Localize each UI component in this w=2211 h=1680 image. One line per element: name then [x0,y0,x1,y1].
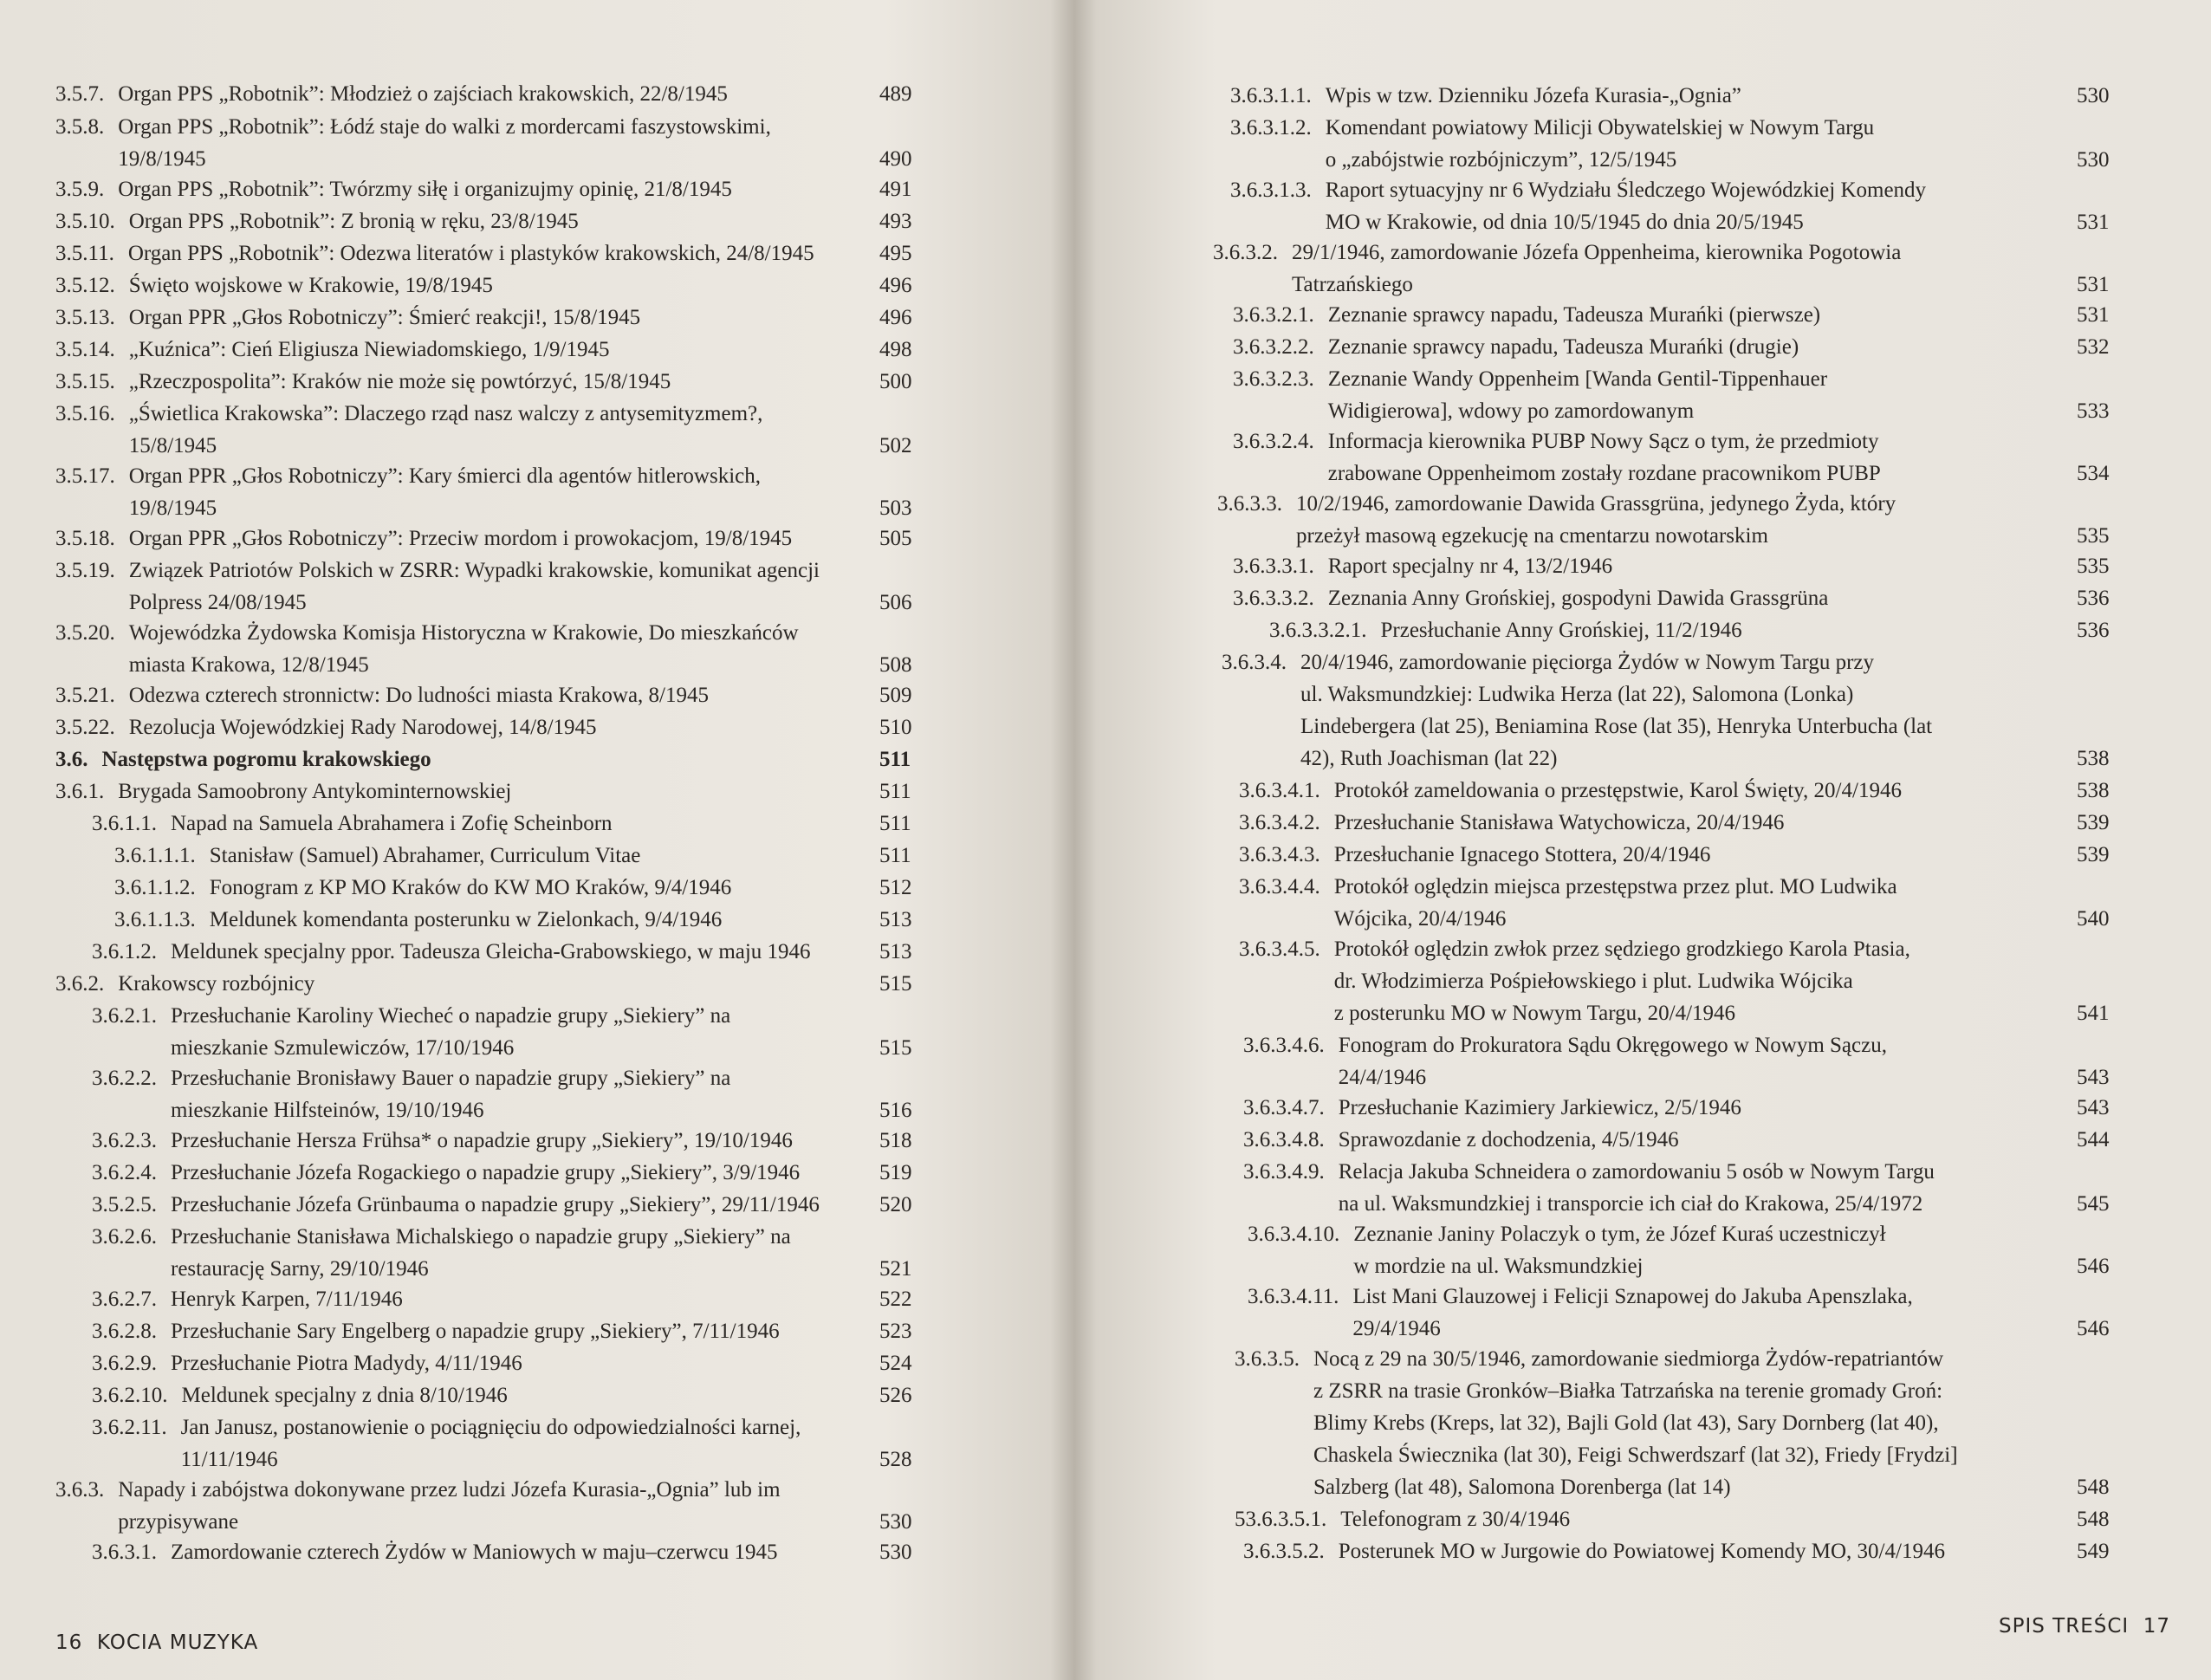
toc-entry-page: 535 [2077,555,2110,578]
toc-entry-page: 524 [879,1352,912,1375]
toc-entry-title: Napad na Samuela Abrahamera i Zofię Scheinborn [171,812,613,835]
toc-entry-number: 3.5.14. [55,338,115,361]
toc-entry-title: Sprawozdanie z dochodzenia, 4/5/1946 [1338,1128,1679,1151]
toc-entry [1239,839,2146,871]
toc-entry [92,1411,949,1476]
toc-entry-number: 3.5.22. [55,716,115,739]
toc-entry-title: Przesłuchanie Kazimiery Jarkiewicz, 2/5/1946 [1338,1096,1741,1119]
toc-entry-title: Jan Janusz, postanowienie o pociągnięciu do odpowiedzialności karnej, 11/11/1946 [180,1416,801,1471]
toc-entry [92,1125,949,1157]
toc-entry-page: 521 [879,1257,912,1281]
toc-entry-title: 20/4/1946, zamordowanie pięciorga Żydów w Nowym Targu przy ul. Waksmundzkiej: Ludwika Herza (lat 22), Salomona (Lonka) Lindebergera (lat 25), Beniamina Rose (lat 35), Henryka Unterbucha (lat 42), Ruth Joachisman (lat 22) [1300,651,1933,770]
toc-entry-page: 498 [879,338,912,361]
toc-entry-number: 3.6.2.1. [92,1004,157,1028]
toc-entry-page: 502 [879,434,912,457]
toc-entry-page: 548 [2077,1476,2110,1499]
toc-entry [55,78,949,110]
toc-entry-number: 53.6.3.5.1. [1235,1508,1327,1531]
toc-entry-number: 3.6.1.1.3. [114,908,196,931]
toc-entry-title: Organ PPR „Głos Robotniczy”: Kary śmierci dla agentów hitlerowskich, 19/8/1945 [128,464,762,520]
toc-entry-number: 3.5.16. [55,402,115,425]
toc-entry-page: 536 [2077,619,2110,642]
toc-entry-title: Meldunek komendanta posterunku w Zielonkach, 9/4/1946 [209,908,723,931]
toc-entry-title: Odezwa czterech stronnictw: Do ludności miasta Krakowa, 8/1945 [128,684,709,707]
toc-entry-page: 544 [2077,1128,2110,1151]
toc-entry-page: 545 [2077,1192,2110,1216]
toc-entry-page: 500 [879,370,912,393]
toc-entry-page: 530 [879,1510,912,1534]
toc-entry-page: 539 [2077,843,2110,866]
toc-entry-page: 506 [879,591,912,614]
toc-entry [55,111,949,175]
toc-entry-title: Przesłuchanie Hersza Frühsa* o napadzie grupy „Siekiery”, 19/10/1946 [171,1129,793,1152]
toc-entry-number: 3.6.1.1.1. [114,844,196,867]
toc-entry-title: Przesłuchanie Stanisława Michalskiego o napadzie grupy „Siekiery” na restaurację Sarny, 29/10/1946 [171,1225,791,1281]
toc-entry [92,1536,949,1568]
toc-entry-page: 520 [879,1193,912,1216]
toc-entry-title: Fonogram z KP MO Kraków do KW MO Kraków, 9/4/1946 [209,876,732,899]
left-page [0,0,1009,1680]
toc-entry-number: 3.6.3.3.2. [1233,587,1314,610]
toc-entry [114,840,949,872]
toc-entry-title: Protokół oględzin miejsca przestępstwa przez plut. MO Ludwika Wójcika, 20/4/1946 [1333,875,1897,931]
toc-entry-page: 505 [879,527,912,550]
toc-entry-number: 3.6.2.7. [92,1288,157,1311]
toc-entry [1230,174,2146,238]
toc-entry-number: 3.6.2.8. [92,1320,157,1343]
toc-entry-page: 513 [879,940,912,963]
toc-entry-title: Zeznania Anny Grońskiej, gospodyni Dawida Grassgrüna [1327,587,1829,610]
toc-entry-number: 3.6.3. [55,1478,105,1502]
toc-entry-title: Rezolucja Wojewódzkiej Rady Narodowej, 14/8/1945 [128,716,597,739]
toc-entry-title: Relacja Jakuba Schneidera o zamordowaniu 5 osób w Nowym Targu na ul. Waksmundzkiej i transporcie ich ciał do Krakowa, 25/4/1972 [1338,1160,1935,1216]
toc-entry-title: Przesłuchanie Stanisława Watychowicza, 20/4/1946 [1333,811,1785,834]
toc-entry-page: 508 [879,653,912,677]
toc-entry-title: Wojewódzka Żydowska Komisja Historyczna w Krakowie, Do mieszkańców miasta Krakowa, 12/8/1945 [128,621,799,677]
toc-entry-page: 496 [879,274,912,297]
toc-entry-page: 518 [879,1129,912,1152]
toc-entry-title: Fonogram do Prokuratora Sądu Okręgowego w Nowym Sączu, 24/4/1946 [1338,1034,1887,1089]
toc-entry-number: 3.6.3.4.8. [1243,1128,1325,1151]
toc-entry-title: Informacja kierownika PUBP Nowy Sącz o tym, że przedmioty zrabowane Oppenheimom zostały rozdane pracownikom PUBP [1327,430,1881,485]
toc-entry-title: „Kuźnica”: Cień Eligiusza Niewiadomskiego, 1/9/1945 [128,338,610,361]
toc-entry [55,366,949,398]
toc-entry [1239,807,2146,839]
toc-entry-title: 29/1/1946, zamordowanie Józefa Oppenheima, kierownika Pogotowia Tatrzańskiego [1292,241,1902,296]
toc-entry-page: 535 [2077,524,2110,548]
toc-entry [55,1474,949,1538]
toc-entry-title: Przesłuchanie Anny Grońskiej, 11/2/1946 [1380,619,1742,642]
toc-entry-title: Przesłuchanie Ignacego Stottera, 20/4/1946 [1333,843,1711,866]
toc-entry-number: 3.6.2. [55,972,105,996]
toc-entry-title: Zamordowanie czterech Żydów w Maniowych w maju–czerwcu 1945 [171,1541,778,1564]
toc-entry-title: Organ PPS „Robotnik”: Młodzież o zajściach krakowskich, 22/8/1945 [118,82,728,106]
toc-entry [1233,363,2146,427]
toc-entry-page: 495 [879,242,912,265]
toc-entry [92,1062,949,1126]
toc-entry-number: 3.6.3.2.1. [1233,303,1314,327]
toc-entry-title: Krakowscy rozbójnicy [118,972,315,996]
toc-entry-title: Organ PPS „Robotnik”: Łódź staje do walki z mordercami faszystowskimi, 19/8/1945 [118,115,771,171]
toc-entry-number: 3.5.18. [55,527,115,550]
toc-entry [1222,646,2146,775]
toc-entry-page: 509 [879,684,912,707]
toc-entry [55,617,949,681]
toc-entry-number: 3.6.3.3. [1217,492,1282,516]
toc-entry-number: 3.6.3.4.6. [1243,1034,1325,1057]
toc-entry-page: 531 [2077,273,2110,296]
toc-entry-page: 511 [879,748,911,771]
toc-entry-page: 530 [2077,148,2110,172]
toc-entry-page: 530 [2077,84,2110,107]
toc-entry-page: 491 [879,178,912,201]
toc-entry-title: Organ PPR „Głos Robotniczy”: Przeciw mordom i prowokacjom, 19/8/1945 [128,527,793,550]
toc-entry-title: Następstwa pogromu krakowskiego [101,748,431,771]
toc-entry-page: 531 [2077,303,2110,327]
toc-entry-number: 3.6.3.4.5. [1239,937,1320,961]
toc-entry-title: Stanisław (Samuel) Abrahamer, Curriculum Vitae [209,844,641,867]
toc-entry-number: 3.5.15. [55,370,115,393]
toc-entry-page: 511 [879,844,911,867]
toc-entry [1230,80,2146,112]
toc-entry [1243,1156,2146,1220]
toc-entry-page: 540 [2077,907,2110,931]
footer-page-number: 16 [55,1631,83,1654]
toc-entry [55,205,949,237]
toc-entry-title: Protokół zameldowania o przestępstwie, Karol Święty, 20/4/1946 [1333,779,1902,802]
toc-entry-number: 3.5.19. [55,559,115,582]
toc-entry-number: 3.6.3.4.7. [1243,1096,1325,1119]
toc-entry-number: 3.5.2.5. [92,1193,157,1216]
toc-entry-number: 3.6.3.1. [92,1541,157,1564]
toc-entry [1269,614,2146,646]
toc-entry-page: 515 [879,972,912,996]
toc-entry [92,1315,949,1347]
toc-entry [1243,1535,2146,1567]
toc-entry-page: 533 [2077,399,2110,423]
toc-entry-title: Brygada Samoobrony Antykominternowskiej [118,780,512,803]
toc-entry-title: „Rzeczpospolita”: Kraków nie może się powtórzyć, 15/8/1945 [128,370,671,393]
footer-page-number: 17 [2143,1615,2171,1638]
toc-entry [92,1283,949,1315]
toc-entry [1248,1281,2146,1345]
toc-entry-number: 3.6.2.4. [92,1161,157,1184]
toc-entry-page: 548 [2077,1508,2110,1531]
toc-entry-page: 539 [2077,811,2110,834]
toc-entry-number: 3.5.11. [55,242,114,265]
toc-entry-number: 3.6.3.4.3. [1239,843,1320,866]
toc-entry-number: 3.6.3.4.11. [1248,1285,1339,1308]
toc-entry-number: 3.5.10. [55,210,115,233]
toc-entry-page: 538 [2077,779,2110,802]
toc-entry-page: 522 [879,1288,912,1311]
toc-entry-number: 3.6.1.2. [92,940,157,963]
toc-entry-page: 519 [879,1161,912,1184]
toc-entry-title: Święto wojskowe w Krakowie, 19/8/1945 [128,274,493,297]
toc-entry-number: 3.6.3.4.1. [1239,779,1320,802]
toc-entry-title: Przesłuchanie Sary Engelberg o napadzie grupy „Siekiery”, 7/11/1946 [171,1320,780,1343]
toc-entry-page: 511 [879,780,911,803]
toc-entry-page: 510 [879,716,912,739]
toc-entry-number: 3.6.1.1. [92,812,157,835]
toc-entry [1239,871,2146,935]
toc-entry-title: Związek Patriotów Polskich w ZSRR: Wypadki krakowskie, komunikat agencji Polpress 24/08/1945 [128,559,820,614]
toc-entry-number: 3.6.2.10. [92,1384,168,1407]
toc-entry [92,936,949,968]
toc-entry-title: Organ PPS „Robotnik”: Z bronią w ręku, 23/8/1945 [128,210,579,233]
toc-entry [1243,1124,2146,1156]
toc-entry-page: 515 [879,1036,912,1060]
toc-entry-page: 536 [2077,587,2110,610]
toc-entry [1233,582,2146,614]
toc-entry-number: 3.6.3.5.2. [1243,1540,1325,1563]
toc-entry-page: 489 [879,82,912,106]
toc-entry-number: 3.6.3.2. [1213,241,1278,264]
toc-entry-number: 3.6.3.4. [1222,651,1287,674]
toc-entry-number: 3.6.2.9. [92,1352,157,1375]
toc-entry-title: Zeznanie Wandy Oppenheim [Wanda Gentil-Tippenhauer Widigierowa], wdowy po zamordowanym [1327,367,1828,423]
toc-entry-number: 3.6. [55,748,88,771]
toc-entry [1248,1218,2146,1282]
toc-entry-number: 3.5.20. [55,621,115,645]
toc-entry [55,968,949,1000]
toc-entry-number: 3.6.3.4.4. [1239,875,1320,898]
toc-entry [114,872,949,904]
toc-entry-page: 530 [879,1541,912,1564]
toc-entry [92,1000,949,1064]
toc-entry [1233,299,2146,331]
toc-entry-title: Henryk Karpen, 7/11/1946 [171,1288,403,1311]
toc-entry-number: 3.5.12. [55,274,115,297]
toc-entry-number: 3.5.13. [55,306,115,329]
toc-entry-page: 538 [2077,747,2110,770]
toc-entry-title: 10/2/1946, zamordowanie Dawida Grassgrüna, jedynego Żyda, który przeżył masową egzekucję na cmentarzu nowotarskim [1296,492,1897,548]
toc-entry-number: 3.5.21. [55,684,115,707]
footer-left [55,1631,258,1654]
toc-entry [55,522,949,555]
toc-entry-page: 496 [879,306,912,329]
toc-entry [92,1157,949,1189]
footer-running-title: KOCIA MUZYKA [96,1631,259,1654]
toc-entry-title: Nocą z 29 na 30/5/1946, zamordowanie siedmiorga Żydów-repatriantów z ZSRR na trasie Gronków–Białka Tatrzańska na terenie gromady Groń: Blimy Krebs (Kreps, lat 32), Bajli Gold (lat 43), Sary Dornberg (lat 40), Chaskela Świecznika (lat 30), Feigi Schwerdszarf (lat 32), Friedy [Frydzi] Salzberg (lat 48), Salomona Dorenberga (lat 14) [1313,1347,1958,1499]
toc-entry-page: 532 [2077,335,2110,359]
toc-entry-title: List Mani Glauzowej i Felicji Sznapowej do Jakuba Apenszlaka, 29/4/1946 [1352,1285,1913,1340]
toc-entry-title: Przesłuchanie Piotra Madydy, 4/11/1946 [171,1352,522,1375]
toc-entry-number: 3.6.3.2.4. [1233,430,1314,453]
toc-entry-number: 3.5.17. [55,464,115,488]
toc-entry-title: Napady i zabójstwa dokonywane przez ludzi Józefa Kurasia-„Ognia” lub im przypisywane [118,1478,781,1534]
toc-entry-number: 3.6.3.4.10. [1248,1223,1340,1246]
toc-entry [55,460,949,524]
toc-entry [92,1221,949,1285]
toc-entry-page: 549 [2077,1540,2110,1563]
toc-entry [55,237,949,269]
toc-entry-page: 513 [879,908,912,931]
toc-entry [114,904,949,936]
toc-entry-number: 3.6.3.1.2. [1230,116,1312,139]
toc-entry-title: Zeznanie sprawcy napadu, Tadeusza Murańki (drugie) [1327,335,1799,359]
toc-entry-title: Meldunek specjalny z dnia 8/10/1946 [181,1384,508,1407]
toc-entry [1243,1092,2146,1124]
toc-entry-title: Telefonogram z 30/4/1946 [1340,1508,1571,1531]
toc-entry-number: 3.6.3.3.1. [1233,555,1314,578]
toc-entry-page: 528 [879,1448,912,1471]
toc-entry-page: 516 [879,1099,912,1122]
toc-entry-page: 526 [879,1384,912,1407]
toc-entry-page: 493 [879,210,912,233]
toc-entry [55,743,949,775]
toc-entry-title: Organ PPS „Robotnik”: Twórzmy siłę i organizujmy opinię, 21/8/1945 [118,178,732,201]
toc-entry [55,302,949,334]
toc-entry-number: 3.6.1. [55,780,105,803]
toc-entry-page: 523 [879,1320,912,1343]
toc-entry-title: Protokół oględzin zwłok przez sędziego grodzkiego Karola Ptasia, dr. Włodzimierza Pośpiełowskiego i plut. Ludwika Wójcika z posterunku MO w Nowym Targu, 20/4/1946 [1333,937,1910,1025]
toc-entry-number: 3.6.2.11. [92,1416,167,1439]
toc-entry [55,334,949,366]
toc-entry [55,775,949,808]
toc-entry [1217,488,2146,552]
toc-entry-page: 531 [2077,211,2110,234]
toc-entry-number: 3.6.3.4.2. [1239,811,1320,834]
toc-entry-title: Przesłuchanie Bronisławy Bauer o napadzie grupy „Siekiery” na mieszkanie Hilfsteinów, 19/10/1946 [171,1067,731,1122]
toc-entry-title: Wpis w tzw. Dzienniku Józefa Kurasia-„Ognia” [1325,84,1741,107]
footer-running-title: SPIS TREŚCI [1999,1615,2130,1638]
toc-entry [1239,933,2146,1029]
toc-entry [1230,112,2146,176]
toc-entry-page: 546 [2077,1317,2110,1340]
toc-entry [1233,331,2146,363]
toc-entry [1233,425,2146,490]
toc-entry [55,398,949,462]
toc-entry-page: 534 [2077,462,2110,485]
toc-entry [55,555,949,619]
toc-entry-number: 3.5.7. [55,82,105,106]
toc-entry [1213,237,2146,301]
toc-entry-title: Przesłuchanie Józefa Grünbauma o napadzie grupy „Siekiery”, 29/11/1946 [171,1193,820,1216]
toc-entry-number: 3.6.2.3. [92,1129,157,1152]
toc-entry-title: „Świetlica Krakowska”: Dlaczego rząd nasz walczy z antysemityzmem?, 15/8/1945 [128,402,763,457]
toc-entry-number: 3.6.2.6. [92,1225,157,1249]
toc-entry-number: 3.6.3.5. [1235,1347,1300,1371]
toc-entry-title: Zeznanie sprawcy napadu, Tadeusza Murańki (pierwsze) [1327,303,1821,327]
toc-entry-number: 3.6.2.2. [92,1067,157,1090]
toc-entry-title: Meldunek specjalny ppor. Tadeusza Gleicha-Grabowskiego, w maju 1946 [171,940,811,963]
toc-entry-page: 543 [2077,1066,2110,1089]
toc-entry [92,1379,949,1411]
toc-entry [55,711,949,743]
toc-entry-number: 3.5.8. [55,115,105,139]
right-page [1053,0,2211,1680]
toc-entry-number: 3.6.3.1.3. [1230,178,1312,202]
toc-entry-page: 490 [879,147,912,171]
footer-right [1999,1615,2170,1638]
toc-entry [55,679,949,711]
toc-entry-number: 3.6.3.3.2.1. [1269,619,1367,642]
toc-entry-title: Komendant powiatowy Milicji Obywatelskiej w Nowym Targu o „zabójstwie rozbójniczym”, 12/5/1945 [1325,116,1875,172]
toc-entry-number: 3.6.3.4.9. [1243,1160,1325,1184]
toc-entry [55,269,949,302]
toc-entry-number: 3.6.3.2.2. [1233,335,1314,359]
toc-entry [55,173,949,205]
toc-entry-number: 3.6.3.2.3. [1233,367,1314,391]
toc-entry [1235,1343,2146,1503]
toc-entry [92,808,949,840]
toc-entry [1243,1029,2146,1093]
toc-entry-page: 503 [879,496,912,520]
toc-entry-page: 541 [2077,1002,2110,1025]
toc-entry [1239,775,2146,807]
toc-entry-title: Organ PPS „Robotnik”: Odezwa literatów i plastyków krakowskich, 24/8/1945 [127,242,814,265]
toc-entry [1235,1503,2146,1535]
toc-entry-title: Zeznanie Janiny Polaczyk o tym, że Józef Kuraś uczestniczył w mordzie na ul. Waksmundzkiej [1353,1223,1886,1278]
toc-entry-title: Organ PPR „Głos Robotniczy”: Śmierć reakcji!, 15/8/1945 [128,306,641,329]
toc-entry-page: 543 [2077,1096,2110,1119]
toc-entry-page: 511 [879,812,911,835]
toc-entry-number: 3.5.9. [55,178,105,201]
toc-entry-page: 512 [879,876,912,899]
toc-entry-number: 3.6.1.1.2. [114,876,196,899]
toc-entry [92,1347,949,1379]
toc-entry [1233,550,2146,582]
toc-entry-title: Przesłuchanie Karoliny Wiecheć o napadzie grupy „Siekiery” na mieszkanie Szmulewiczów, 17/10/1946 [171,1004,731,1060]
toc-entry-title: Posterunek MO w Jurgowie do Powiatowej Komendy MO, 30/4/1946 [1338,1540,1945,1563]
toc-entry-title: Przesłuchanie Józefa Rogackiego o napadzie grupy „Siekiery”, 3/9/1946 [171,1161,801,1184]
toc-entry-title: Raport sytuacyjny nr 6 Wydziału Śledczego Wojewódzkiej Komendy MO w Krakowie, od dnia 10/5/1945 do dnia 20/5/1945 [1325,178,1927,234]
toc-entry-title: Raport specjalny nr 4, 13/2/1946 [1327,555,1613,578]
toc-entry [92,1189,949,1221]
toc-entry-page: 546 [2077,1255,2110,1278]
toc-entry-number: 3.6.3.1.1. [1230,84,1312,107]
